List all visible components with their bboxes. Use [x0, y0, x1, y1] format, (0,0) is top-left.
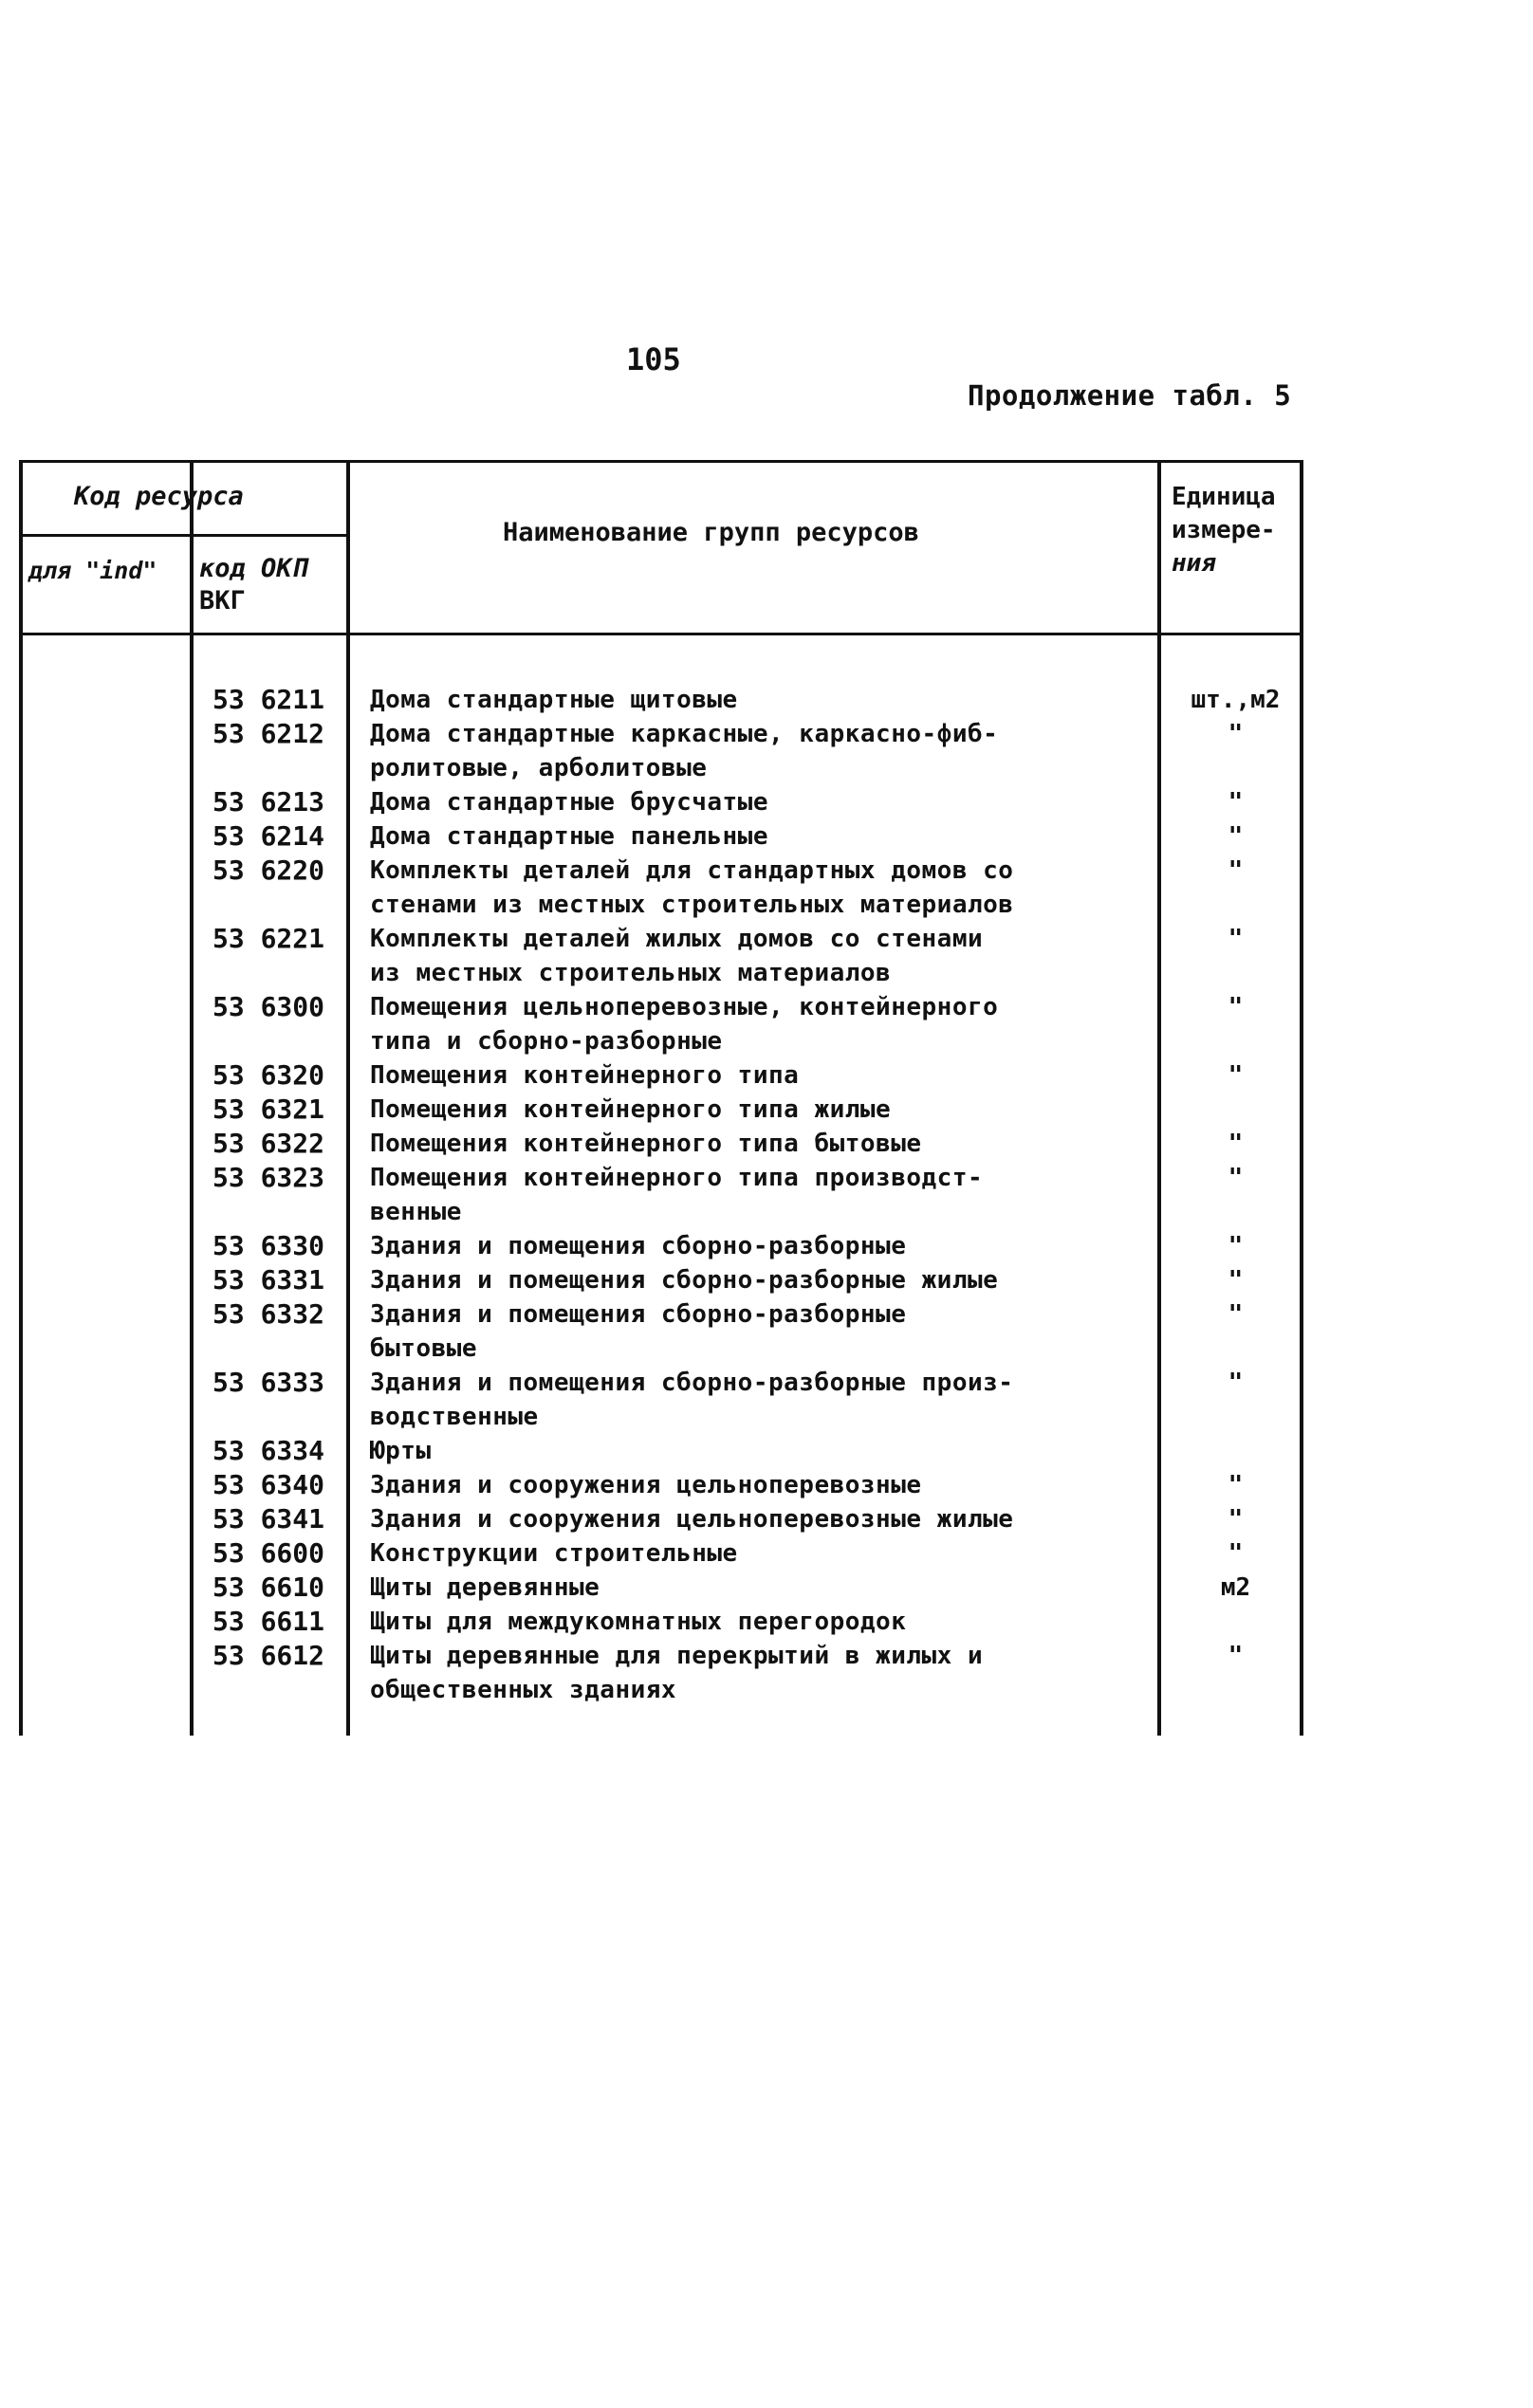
cell-unit: " [1228, 1642, 1244, 1670]
table-row [19, 1058, 1304, 1093]
cell-unit: " [1228, 1232, 1244, 1260]
cell-group-name [351, 1127, 1167, 1161]
header-unit-line3: ния [1172, 549, 1216, 578]
cell-okp-code: 53 6330 [212, 1230, 325, 1261]
table-row [19, 1502, 1304, 1536]
group-name-line: Здания и сооружения цельноперевозные [370, 1471, 922, 1499]
cell-unit: м2 [1220, 1573, 1251, 1602]
cell-ind [19, 1127, 199, 1161]
table-row [19, 990, 1304, 1058]
table-row [19, 1571, 1304, 1605]
table-row [19, 683, 1304, 717]
cell-ind [19, 1434, 199, 1468]
cell-unit: " [1228, 1061, 1244, 1090]
header-resource-code: Код ресурса [74, 482, 244, 511]
table-row [19, 854, 1304, 922]
cell-unit: шт.,м2 [1191, 686, 1281, 714]
group-name-line: Щиты для междукомнатных перегородок [370, 1608, 907, 1636]
cell-group-name [351, 1639, 1167, 1707]
cell-unit: " [1228, 1300, 1244, 1329]
cell-group-name [351, 1605, 1167, 1639]
table-row [19, 819, 1304, 854]
cell-unit: " [1228, 1130, 1244, 1158]
cell-ind [19, 819, 199, 854]
cell-ind [19, 1536, 199, 1571]
cell-unit: " [1228, 1505, 1244, 1534]
group-name-line: Помещения цельноперевозные, контейнерного [370, 993, 999, 1021]
cell-unit: " [1228, 720, 1244, 748]
header-bottom-rule [19, 633, 1303, 635]
cell-group-name [351, 819, 1167, 854]
table-row [19, 1366, 1304, 1434]
cell-unit: " [1228, 1266, 1244, 1295]
group-name-line: ролитовые, арболитовые [370, 754, 708, 782]
cell-unit [1167, 1093, 1304, 1127]
table-row [19, 1434, 1304, 1468]
table-row [19, 922, 1304, 990]
cell-ind [19, 1639, 199, 1707]
cell-okp-code: 53 6323 [212, 1162, 325, 1193]
header-unit-line2: измере- [1172, 516, 1276, 544]
cell-unit: " [1228, 1164, 1244, 1192]
cell-okp-code: 53 6320 [212, 1059, 325, 1091]
group-name-line: Комплекты деталей для стандартных домов со [370, 856, 1014, 885]
table-body [19, 683, 1304, 1707]
cell-okp-code: 53 6213 [212, 786, 325, 818]
table-row [19, 1297, 1304, 1366]
cell-ind [19, 1605, 199, 1639]
group-name-line: бытовые [370, 1334, 478, 1363]
cell-okp-code: 53 6212 [212, 718, 325, 749]
cell-unit: " [1228, 1539, 1244, 1568]
table-row [19, 1161, 1304, 1229]
group-name-line: Помещения контейнерного типа производст- [370, 1164, 984, 1192]
table-row [19, 1229, 1304, 1263]
group-name-line: Здания и помещения сборно-разборные произ- [370, 1369, 1014, 1397]
cell-okp-code: 53 6333 [212, 1367, 325, 1398]
table-row [19, 1639, 1304, 1707]
table-row [19, 717, 1304, 785]
cell-unit: " [1228, 856, 1244, 885]
cell-okp-code: 53 6334 [212, 1435, 325, 1466]
group-name-line: Дома стандартные каркасные, каркасно-фиб- [370, 720, 999, 748]
cell-group-name [351, 990, 1167, 1058]
cell-okp-code: 53 6214 [212, 820, 325, 852]
group-name-line: Здания и сооружения цельноперевозные жилые [370, 1505, 1014, 1534]
cell-okp-code: 53 6600 [212, 1537, 325, 1569]
group-name-line: Дома стандартные щитовые [370, 686, 738, 714]
cell-ind [19, 1571, 199, 1605]
group-name-line: Здания и помещения сборно-разборные [370, 1232, 907, 1260]
cell-ind [19, 1229, 199, 1263]
cell-unit [1167, 1605, 1304, 1639]
cell-group-name [351, 683, 1167, 717]
table-row [19, 1605, 1304, 1639]
page-number: 105 [626, 341, 681, 377]
cell-group-name [351, 1093, 1167, 1127]
cell-group-name [351, 1161, 1167, 1229]
cell-ind [19, 1468, 199, 1502]
cell-okp-code: 53 6610 [212, 1572, 325, 1603]
group-name-line: Здания и помещения сборно-разборные [370, 1300, 907, 1329]
cell-group-name [351, 1229, 1167, 1263]
cell-ind [19, 717, 199, 785]
cell-unit: " [1228, 1369, 1244, 1397]
group-name-line: Дома стандартные брусчатые [370, 788, 768, 817]
cell-okp-code: 53 6332 [212, 1298, 325, 1330]
cell-unit: " [1228, 1471, 1244, 1499]
group-name-line: Помещения контейнерного типа жилые [370, 1095, 892, 1124]
cell-ind [19, 1297, 199, 1366]
group-name-line: Щиты деревянные для перекрытий в жилых и [370, 1642, 984, 1670]
cell-ind [19, 1366, 199, 1434]
cell-okp-code: 53 6612 [212, 1640, 325, 1671]
cell-group-name [351, 1263, 1167, 1297]
cell-unit: " [1228, 925, 1244, 953]
header-subdivider [19, 534, 350, 537]
table-row [19, 1093, 1304, 1127]
group-name-line: венные [370, 1198, 462, 1226]
cell-okp-code: 53 6221 [212, 923, 325, 954]
cell-unit: " [1228, 788, 1244, 817]
cell-okp-code: 53 6211 [212, 684, 325, 715]
cell-ind [19, 785, 199, 819]
table-row [19, 1263, 1304, 1297]
group-name-line: Конструкции строительные [370, 1539, 738, 1568]
cell-ind [19, 854, 199, 922]
cell-okp-code: 53 6322 [212, 1128, 325, 1159]
header-group-name: Наименование групп ресурсов [503, 518, 919, 547]
cell-okp-code: 53 6340 [212, 1469, 325, 1500]
header-okp-code: код ОКП [199, 554, 307, 583]
cell-group-name [351, 1468, 1167, 1502]
cell-ind [19, 683, 199, 717]
table-row [19, 1468, 1304, 1502]
cell-okp-code: 53 6321 [212, 1094, 325, 1125]
group-name-line: Помещения контейнерного типа [370, 1061, 800, 1090]
group-name-line: Помещения контейнерного типа бытовые [370, 1130, 922, 1158]
cell-okp-code: 53 6341 [212, 1503, 325, 1535]
cell-group-name [351, 717, 1167, 785]
table-row [19, 1536, 1304, 1571]
table-border-top [19, 460, 1303, 463]
cell-group-name [351, 1297, 1167, 1366]
cell-unit [1167, 1434, 1304, 1468]
cell-ind [19, 1161, 199, 1229]
group-name-line: стенами из местных строительных материалов [370, 891, 1014, 919]
group-name-line: типа и сборно-разборные [370, 1027, 723, 1056]
cell-ind [19, 1263, 199, 1297]
cell-group-name [351, 785, 1167, 819]
table-row [19, 1127, 1304, 1161]
header-unit-line1: Единица [1172, 483, 1276, 511]
cell-group-name [351, 1502, 1167, 1536]
resource-table [19, 460, 1304, 1736]
group-name-line: Юрты [370, 1437, 432, 1465]
group-name-line: общественных зданиях [370, 1676, 677, 1704]
cell-ind [19, 1502, 199, 1536]
group-name-line: Щиты деревянные [370, 1573, 600, 1602]
cell-group-name [351, 854, 1167, 922]
header-for-ind: для "ind" [28, 557, 157, 584]
cell-unit: " [1228, 993, 1244, 1021]
group-name-line: из местных строительных материалов [370, 959, 892, 987]
table-row [19, 785, 1304, 819]
group-name-line: Дома стандартные панельные [370, 822, 768, 851]
cell-okp-code: 53 6300 [212, 991, 325, 1022]
cell-unit: " [1228, 822, 1244, 851]
header-okp-code-vkg: ВКГ [199, 586, 246, 616]
cell-okp-code: 53 6331 [212, 1264, 325, 1296]
group-name-line: Здания и помещения сборно-разборные жилые [370, 1266, 999, 1295]
cell-group-name [351, 1536, 1167, 1571]
cell-ind [19, 1058, 199, 1093]
cell-ind [19, 922, 199, 990]
cell-ind [19, 1093, 199, 1127]
cell-group-name [351, 1434, 1167, 1468]
table-continuation-label: Продолжение табл. 5 [968, 379, 1292, 412]
cell-okp-code: 53 6220 [212, 855, 325, 886]
group-name-line: водственные [370, 1403, 539, 1431]
cell-group-name [351, 1571, 1167, 1605]
cell-ind [19, 990, 199, 1058]
cell-okp-code: 53 6611 [212, 1606, 325, 1637]
cell-group-name [351, 922, 1167, 990]
cell-group-name [351, 1058, 1167, 1093]
group-name-line: Комплекты деталей жилых домов со стенами [370, 925, 984, 953]
cell-group-name [351, 1366, 1167, 1434]
